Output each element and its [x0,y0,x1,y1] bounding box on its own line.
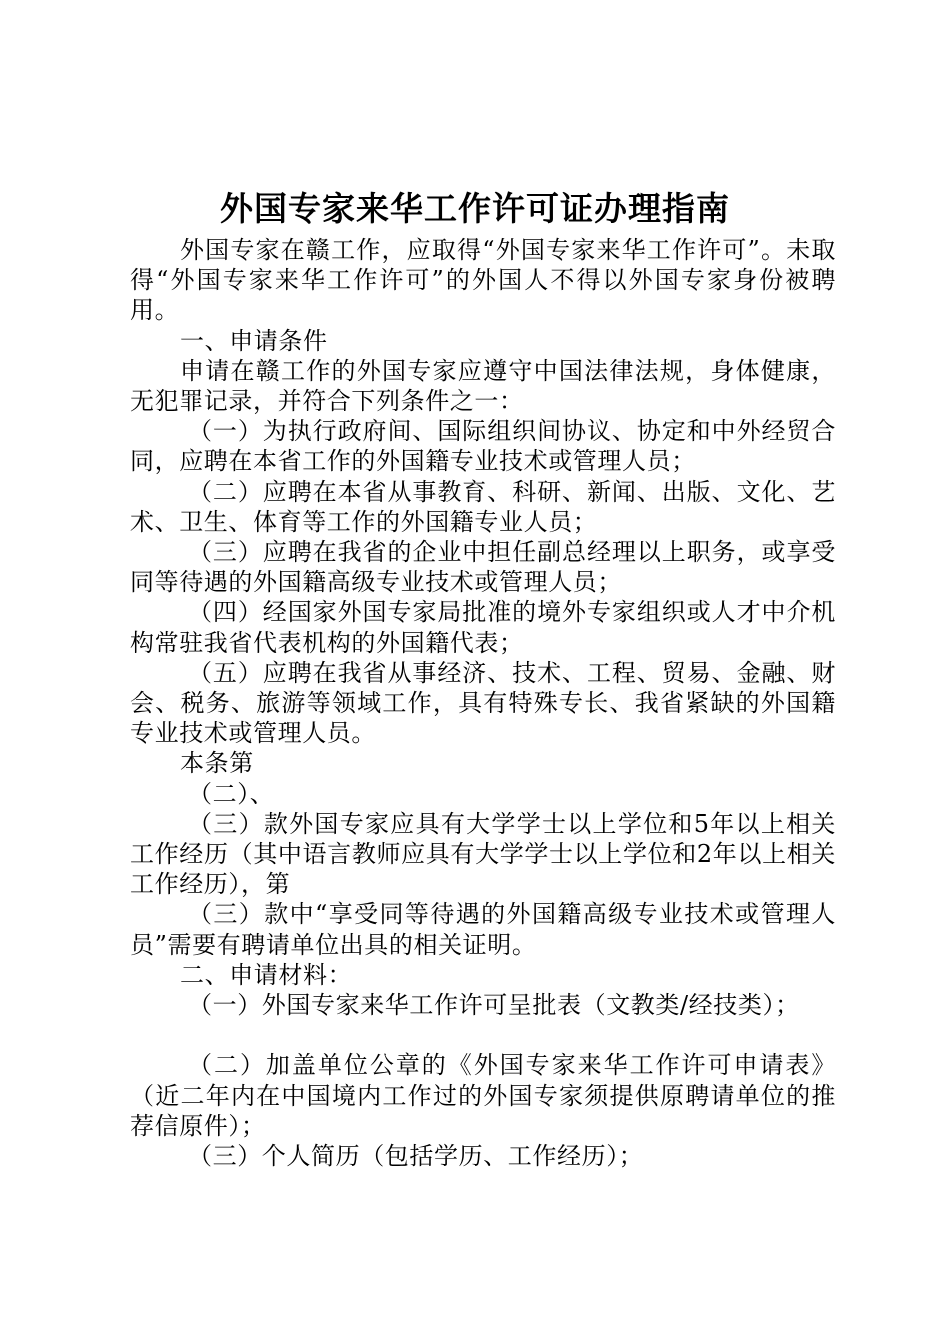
section-heading-materials: 二、申请材料： [180,960,353,989]
blank-line [130,1020,836,1050]
intro-paragraph: 外国专家在赣工作，应取得“外国专家来华工作许可”。未取得“外国专家来华工作许可”的外国人不得以外国专家身份被聘用。 [130,236,836,325]
condition-item-3: （三）应聘在我省的企业中担任副总经理以上职务，或享受同等待遇的外国籍高级专业技术或管理人员； [130,538,836,597]
condition-item-5: （五）应聘在我省从事经济、技术、工程、贸易、金融、财会、税务、旅游等领域工作，具有特殊专长、我省紧缺的外国籍专业技术或管理人员。 [130,658,836,748]
document-title: 外国专家来华工作许可证办理指南 [220,189,730,228]
note-paragraph-2: （二）、 [188,779,275,808]
material-item-1: （一）外国专家来华工作许可呈批表（文教类/经技类）； [188,991,800,1020]
material-item-2: （二）加盖单位公章的《外国专家来华工作许可申请表》（近二年内在中国境内工作过的外国专家须提供原聘请单位的推荐信原件）； [130,1051,836,1140]
note-paragraph-1: 本条第 [180,749,254,778]
condition-item-1: （一）为执行政府间、国际组织间协议、协定和中外经贸合同，应聘在本省工作的外国籍专业技术或管理人员； [130,417,836,476]
material-item-3: （三）个人简历（包括学历、工作经历）； [188,1142,644,1171]
document-body [130,235,836,1171]
condition-item-2: （二）应聘在本省从事教育、科研、新闻、出版、文化、艺术、卫生、体育等工作的外国籍专业人员； [130,477,836,536]
section-heading-conditions: 一、申请条件 [180,326,328,355]
note-paragraph-3: （三）款外国专家应具有大学学士以上学位和5年以上相关工作经历（其中语言教师应具有大学学士以上学位和2年以上相关工作经历），第 [130,809,836,899]
condition-item-4: （四）经国家外国专家局批准的境外专家组织或人才中介机构常驻我省代表机构的外国籍代表； [130,598,836,657]
note-paragraph-4: （三）款中“享受同等待遇的外国籍高级专业技术或管理人员”需要有聘请单位出具的相关证明。 [130,900,836,959]
conditions-paragraph: 申请在赣工作的外国专家应遵守中国法律法规，身体健康，无犯罪记录，并符合下列条件之一： [130,356,836,416]
